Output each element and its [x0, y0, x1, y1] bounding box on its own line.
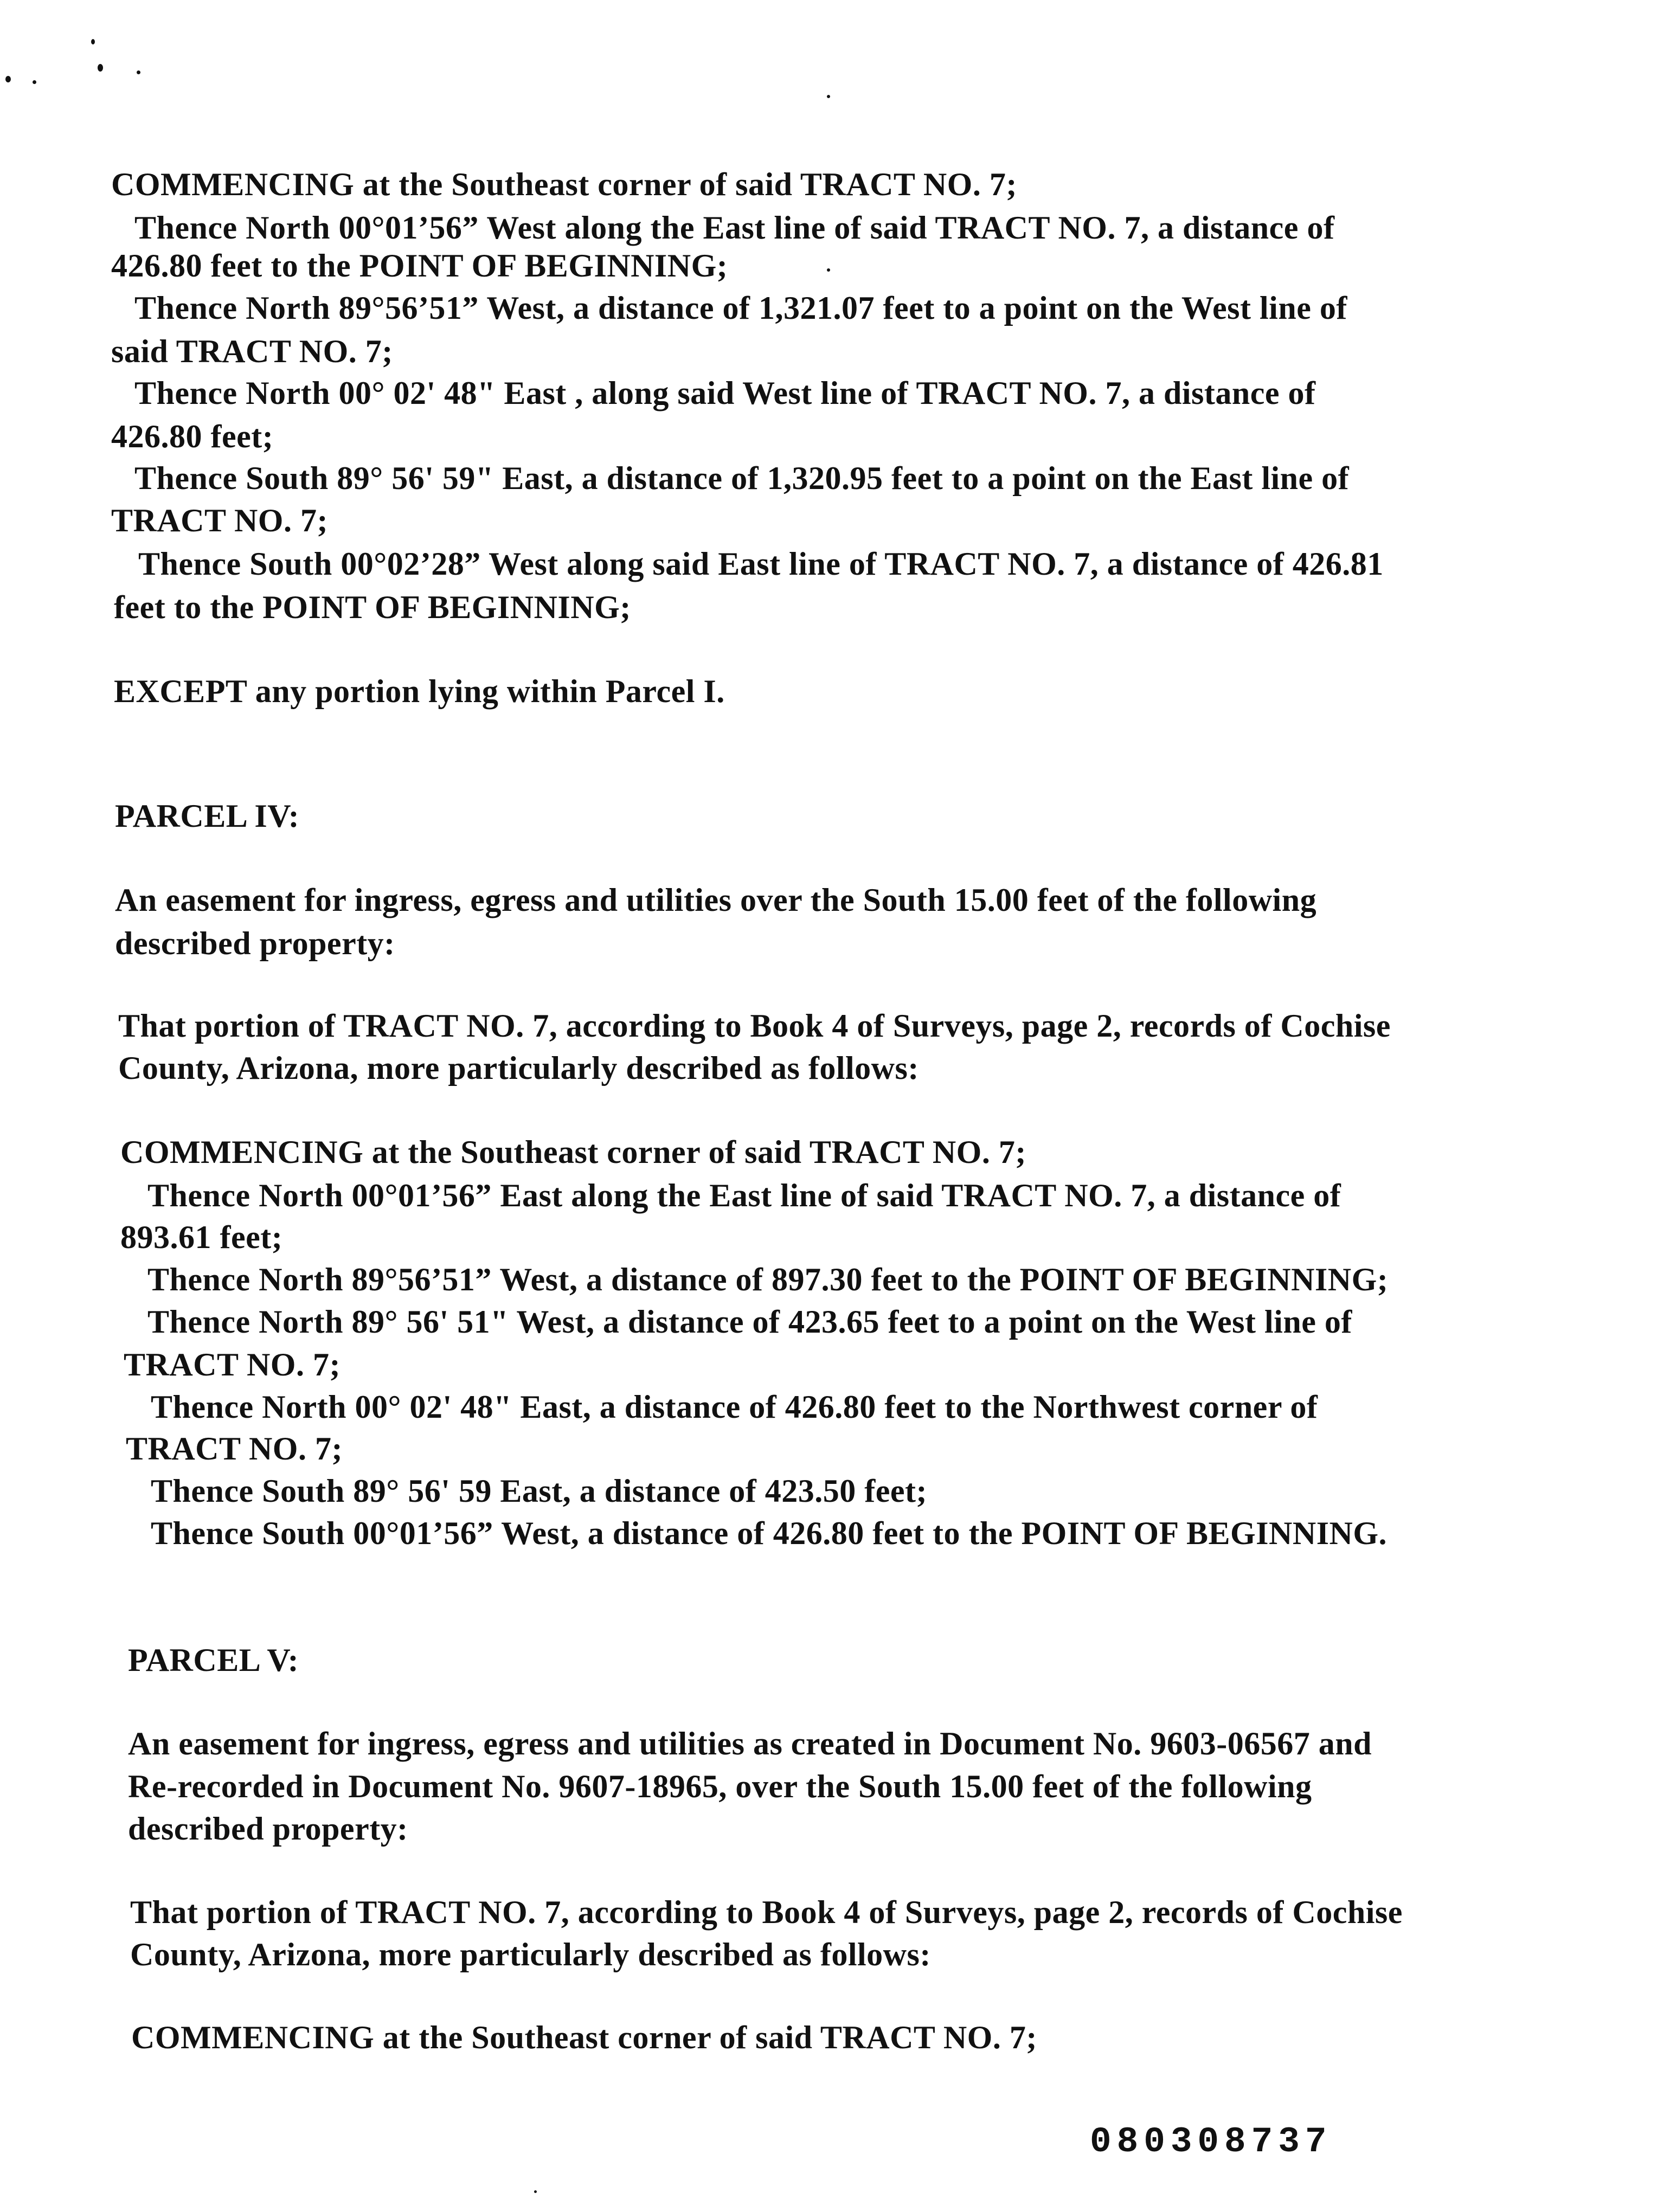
recording-number: 080308737 [1090, 2121, 1332, 2162]
parcel-heading: PARCEL IV: [115, 798, 300, 834]
legal-line: County, Arizona, more particularly described as follows: [130, 1937, 931, 1972]
legal-line: TRACT NO. 7; [111, 503, 328, 538]
legal-line: That portion of TRACT NO. 7, according to Book 4 of Surveys, page 2, records of Cochise [130, 1894, 1403, 1930]
parcel-heading: PARCEL V: [128, 1642, 299, 1678]
legal-line: COMMENCING at the Southeast corner of said TRACT NO. 7; [111, 166, 1017, 202]
scan-speck [827, 95, 830, 98]
legal-line: COMMENCING at the Southeast corner of said TRACT NO. 7; [131, 2020, 1037, 2055]
legal-line: COMMENCING at the Southeast corner of said TRACT NO. 7; [120, 1134, 1026, 1170]
legal-line: feet to the POINT OF BEGINNING; [114, 589, 631, 625]
legal-line: Thence North 89°56’51” West, a distance of 1,321.07 feet to a point on the West line of [134, 290, 1347, 326]
scan-speck [33, 80, 36, 84]
legal-line: Thence South 00°02’28” West along said East line of TRACT NO. 7, a distance of 426.81 [138, 546, 1384, 582]
scan-speck [98, 64, 103, 72]
legal-line: Thence North 00° 02' 48" East, a distance of 426.80 feet to the Northwest corner of [151, 1389, 1318, 1425]
legal-line: 426.80 feet to the POINT OF BEGINNING; [111, 248, 728, 284]
legal-line: Thence South 00°01’56” West, a distance of 426.80 feet to the POINT OF BEGINNING. [151, 1515, 1388, 1551]
legal-line: An easement for ingress, egress and utilities as created in Document No. 9603-06567 and [128, 1726, 1372, 1761]
legal-line: Thence North 89°56’51” West, a distance of 897.30 feet to the POINT OF BEGINNING; [147, 1262, 1389, 1297]
legal-line: TRACT NO. 7; [126, 1431, 343, 1467]
scan-speck [91, 39, 95, 44]
legal-line: Thence South 89° 56' 59" East, a distance of 1,320.95 feet to a point on the East line of [134, 460, 1350, 496]
legal-line: That portion of TRACT NO. 7, according to Book 4 of Surveys, page 2, records of Cochise [118, 1008, 1391, 1044]
legal-line: County, Arizona, more particularly described as follows: [118, 1050, 919, 1086]
legal-line: said TRACT NO. 7; [111, 333, 393, 369]
scan-speck [534, 2190, 537, 2193]
legal-line: Re-recorded in Document No. 9607-18965, over the South 15.00 feet of the following [128, 1769, 1312, 1804]
except-clause: EXCEPT any portion lying within Parcel I. [114, 673, 725, 709]
legal-line: Thence North 89° 56' 51" West, a distance of 423.65 feet to a point on the West line of [147, 1304, 1352, 1340]
legal-line: An easement for ingress, egress and utilities over the South 15.00 feet of the following [115, 882, 1317, 918]
scan-speck [5, 76, 11, 82]
legal-line: Thence North 00°01’56” East along the East line of said TRACT NO. 7, a distance of [147, 1178, 1341, 1213]
scan-speck [827, 268, 830, 272]
legal-line: TRACT NO. 7; [124, 1347, 341, 1382]
legal-line: Thence South 89° 56' 59 East, a distance of 423.50 feet; [151, 1473, 927, 1509]
legal-line: 893.61 feet; [120, 1219, 283, 1255]
legal-line: described property: [115, 925, 395, 961]
scan-speck [137, 70, 140, 74]
legal-line: 426.80 feet; [111, 419, 274, 454]
legal-line: Thence North 00° 02' 48" East , along said West line of TRACT NO. 7, a distance of [134, 375, 1316, 411]
legal-line: described property: [128, 1811, 408, 1847]
legal-line: Thence North 00°01’56” West along the East line of said TRACT NO. 7, a distance of [134, 210, 1335, 246]
